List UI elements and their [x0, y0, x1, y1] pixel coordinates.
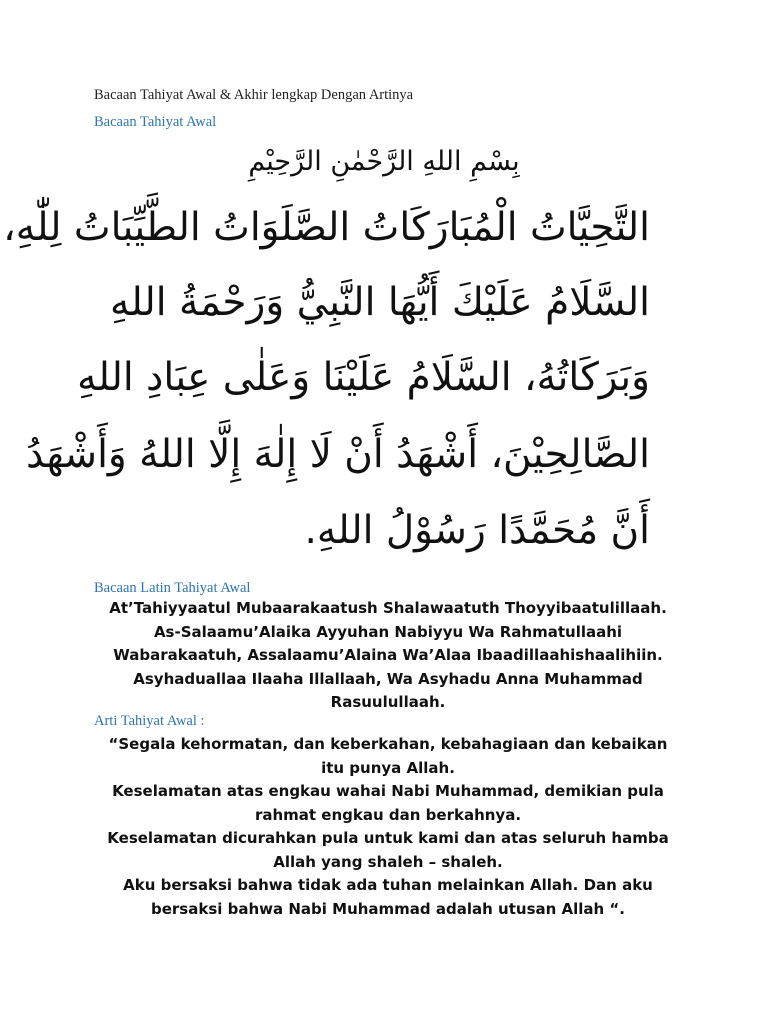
latin-transliteration-paragraph	[88, 597, 688, 715]
translation-line: “Segala kehormatan, dan keberkahan, kebahagiaan dan kebaikan	[108, 735, 668, 753]
latin-line: As-Salaamu’Alaika Ayyuhan Nabiyyu Wa Rahmatullaahi	[153, 622, 623, 641]
translation-line: Keselamatan atas engkau wahai Nabi Muhammad, demikian pula	[112, 782, 664, 800]
translation-line: Allah yang shaleh – shaleh.	[273, 852, 503, 871]
translation-paragraph	[88, 733, 688, 921]
arabic-line: أَنَّ مُحَمَّدًا رَسُوْلُ اللهِ.	[304, 508, 650, 553]
document-title: Bacaan Tahiyat Awal & Akhir lengkap Dengan Artinya	[94, 87, 414, 103]
translation-line: rahmat engkau dan berkahnya.	[254, 805, 522, 824]
translation-line: Aku bersaksi bahwa tidak ada tuhan melainkan Allah. Dan aku	[123, 876, 653, 894]
arabic-line: السَّلَامُ عَلَيْكَ أَيُّهَا النَّبِيُّ وَرَحْمَةُ اللهِ	[110, 280, 650, 325]
translation-line: itu punya Allah.	[321, 758, 455, 777]
section-heading-latin: Bacaan Latin Tahiyat Awal	[94, 580, 251, 596]
latin-line: At’Tahiyyaatul Mubaarakaatush Shalawaatuth Thoyyibaatulillaah.	[109, 599, 667, 617]
translation-line: bersaksi bahwa Nabi Muhammad adalah utusan Allah “.	[151, 899, 625, 918]
latin-line: Rasuulullaah.	[330, 693, 446, 711]
translation-line: Keselamatan dicurahkan pula untuk kami dan atas seluruh hamba	[107, 829, 669, 847]
bismillah-text: بِسْمِ اللهِ الرَّحْمٰنِ الرَّحِيْمِ	[248, 146, 520, 177]
arabic-line: الصَّالِحِيْنَ، أَشْهَدُ أَنْ لَا إِلٰهَ إِلَّا اللهُ وَأَشْهَدُ	[25, 432, 650, 477]
section-heading-arti: Arti Tahiyat Awal :	[94, 713, 205, 729]
latin-line: Wabarakaatuh, Assalaamu’Alaina Wa’Alaa Ibaadillaahishaalihiin.	[113, 646, 663, 664]
arabic-line: وَبَرَكَاتُهُ، السَّلَامُ عَلَيْنَا وَعَلٰى عِبَادِ اللهِ	[77, 355, 650, 400]
latin-line: Asyhaduallaa Ilaaha Illallaah, Wa Asyhadu Anna Muhammad	[133, 669, 643, 688]
section-heading-arabic: Bacaan Tahiyat Awal	[94, 114, 217, 130]
arabic-line: التَّحِيَّاتُ الْمُبَارَكَاتُ الصَّلَوَاتُ الطَّيِّبَاتُ لِلّٰهِ،	[3, 205, 650, 250]
